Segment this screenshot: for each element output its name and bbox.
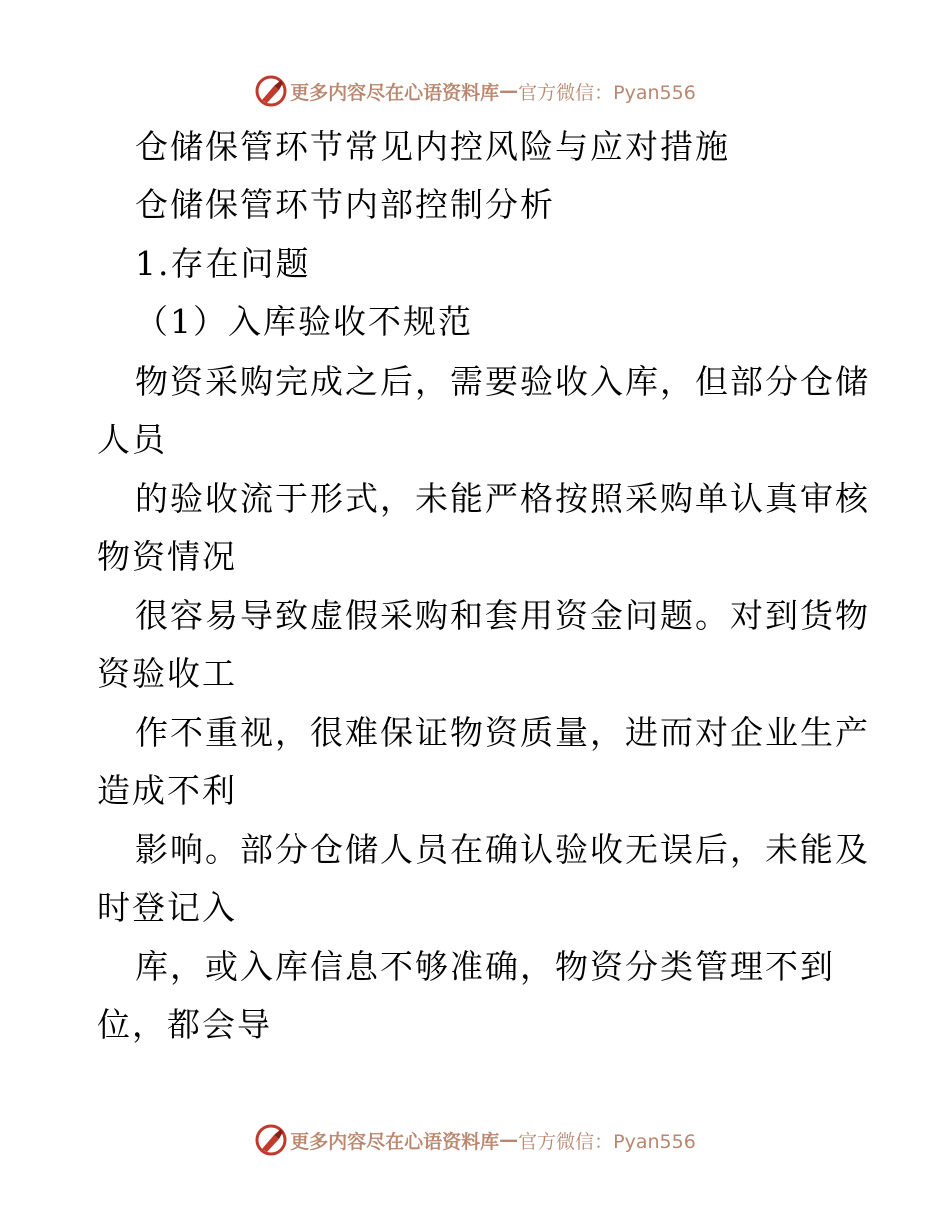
paragraph-line: 造成不利 [97,771,237,810]
banner-wechat: 官方微信：Pyan556 [518,1130,696,1153]
paragraph-line: 库，或入库信息不够准确，物资分类管理不到 [135,947,835,986]
paragraph-line: 物资情况 [97,537,237,576]
paragraph-line: 的验收流于形式，未能严格按照采购单认真审核 [135,479,870,518]
paragraph-line: 资验收工 [97,654,237,693]
doc-subtitle: 仓储保管环节内部控制分析 [135,185,555,224]
footer-watermark [0,1120,950,1160]
banner-separator: — [499,1129,519,1151]
banner-wechat: 官方微信：Pyan556 [518,81,696,104]
banner-separator: — [499,80,519,102]
paragraph-line: 时登记入 [97,888,237,927]
paragraph-line: 影响。部分仓储人员在确认验收无误后，未能及 [135,830,870,869]
pen-logo-icon [254,74,288,108]
section-heading: 1.存在问题 [135,244,311,283]
doc-title: 仓储保管环节常见内控风险与应对措施 [135,127,730,166]
paragraph-line: 人员 [97,420,167,459]
paragraph-line: 位，都会导 [97,1005,272,1044]
header-watermark [0,71,950,111]
paragraph-line: 很容易导致虚假采购和套用资金问题。对到货物 [135,596,870,635]
pen-logo-icon [254,1123,288,1157]
subsection-heading: （1）入库验收不规范 [135,302,473,341]
banner-site-name: 更多内容尽在心语资料库 [290,1130,500,1153]
banner-site-name: 更多内容尽在心语资料库 [290,81,500,104]
paragraph-line: 物资采购完成之后，需要验收入库，但部分仓储 [135,362,870,401]
paragraph-line: 作不重视，很难保证物资质量，进而对企业生产 [135,713,870,752]
